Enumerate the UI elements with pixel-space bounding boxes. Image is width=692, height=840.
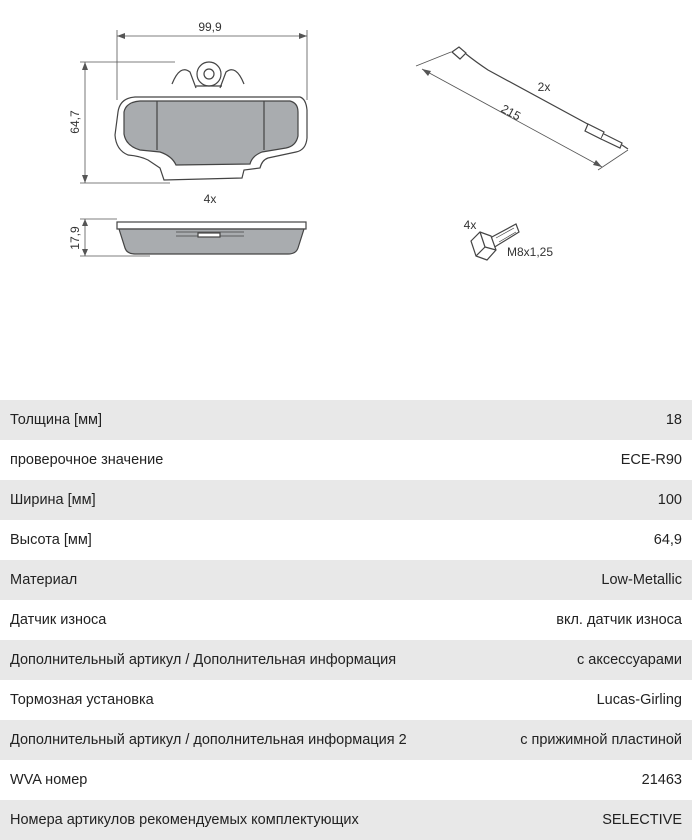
brake-pad-side-view [117, 222, 306, 254]
pad-quantity-label: 4x [203, 192, 217, 206]
spec-row [0, 760, 692, 800]
spec-row [0, 800, 692, 840]
spec-row [0, 640, 692, 680]
brake-pad-front-view [115, 62, 307, 180]
spec-label: Толщина [мм] [10, 412, 103, 428]
spec-label: Высота [мм] [10, 532, 92, 548]
sensor-length-label: 215 [498, 101, 524, 124]
spec-label: Материал [10, 572, 78, 588]
spec-label: Датчик износа [10, 612, 107, 628]
spec-row [0, 720, 692, 760]
spec-label: Дополнительный артикул / дополнительная информация 2 [10, 732, 407, 748]
dim-height-label: 64,7 [68, 110, 82, 134]
spec-row [0, 480, 692, 520]
spec-row [0, 680, 692, 720]
spec-value: 21463 [641, 772, 682, 788]
spec-label: Ширина [мм] [10, 492, 96, 508]
spec-value: с прижимной пластиной [520, 732, 682, 748]
bolt-quantity-label: 4x [463, 218, 477, 232]
dim-thickness-label: 17,9 [68, 226, 82, 250]
spec-label: Тормозная установка [10, 692, 154, 708]
spec-label: проверочное значение [10, 452, 164, 468]
spec-value: Low-Metallic [601, 572, 682, 588]
spec-row [0, 600, 692, 640]
spec-row [0, 400, 692, 440]
dim-width-label: 99,9 [198, 20, 222, 34]
spec-value: с аксессуарами [576, 652, 682, 668]
spec-label: Номера артикулов рекомендуемых комплектующих [10, 812, 359, 828]
spec-label: WVA номер [10, 772, 88, 788]
specification-table [0, 400, 692, 840]
spec-value: SELECTIVE [602, 812, 682, 828]
sensor-quantity-label: 2x [537, 80, 551, 94]
spec-value: ECE-R90 [620, 452, 682, 468]
wear-sensor-cable [452, 47, 628, 149]
spec-row [0, 440, 692, 480]
spec-label: Дополнительный артикул / Дополнительная информация [10, 652, 397, 668]
spec-row [0, 560, 692, 600]
spec-value: Lucas-Girling [596, 692, 682, 708]
bolt-thread-label: M8x1,25 [507, 245, 554, 259]
spec-value: 100 [657, 492, 682, 508]
spec-value: 64,9 [653, 532, 682, 548]
spec-value: вкл. датчик износа [556, 612, 682, 628]
spec-row [0, 520, 692, 560]
spec-value: 18 [665, 412, 682, 428]
technical-drawing [0, 0, 692, 400]
